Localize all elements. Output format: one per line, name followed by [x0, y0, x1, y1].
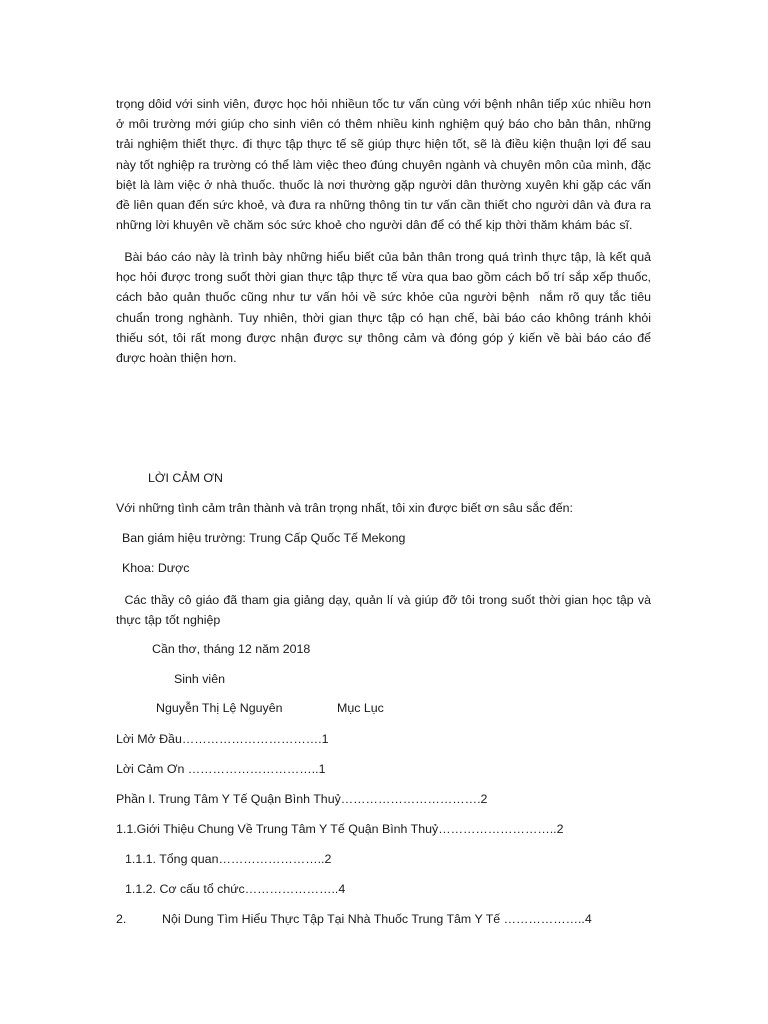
toc-entry: 1.1.2. Cơ cấu tổ chức…………………..4 [125, 882, 346, 896]
student-name: Nguyễn Thị Lệ Nguyên [156, 701, 283, 715]
intro-paragraph-1: trọng dôid với sinh viên, được học hỏi nhiềun tốc tư vấn cùng với bệnh nhân tiếp xúc nhiều hơn ở môi trường mới giúp cho sinh viên có thêm nhiều kinh nghiệm quý báo cho bản thân, những trải nghiệm thiết thực. đi thực tập thực tế sẽ giúp thực hiện tốt, sẽ là điều kiện thuận lợi để sau này tốt nghiệp ra trường có thể làm việc theo đúng chuyên ngành và chuyên môn của mình, đặc biệt là làm việc ở nhà thuốc. thuốc là nơi thường gặp người dân thường xuyên khi gặp các vấn đề liên quan đến sức khoẻ, và đưa ra những thông tin tư vấn cần thiết cho người dân và đưa ra những lời khuyên về chăm sóc sức khoẻ cho người dân để có thể kịp thời thăm khám bác sĩ. [116, 97, 651, 233]
place-date: Cần thơ, tháng 12 năm 2018 [152, 642, 311, 656]
toc-section-2-number: 2. [116, 912, 127, 926]
toc-entry: Lời Cảm Ơn …………………………..1 [116, 762, 326, 776]
toc-entry: 1.1.1. Tổng quan……………………..2 [125, 852, 332, 866]
acknowledgement-opening: Với những tình cảm trân thành và trân trọng nhất, tôi xin được biết ơn sâu sắc đến: [116, 501, 573, 515]
toc-entry: 1.1.Giới Thiệu Chung Về Trung Tâm Y Tế Quận Bình Thuỷ………………………..2 [116, 822, 564, 836]
toc-title: Mục Lục [337, 701, 384, 715]
intro-paragraph-2: Bài báo cáo này là trình bày những hiểu biết của bản thân trong quá trình thực tập, là kết quả học hỏi được trong suốt thời gian thực tập thực tế vừa qua bao gồm cách bố trí sắp xếp thuốc, cách bảo quản thuốc cũng như tư vấn hỏi về sức khỏe của người bệnh nắm rõ quy tắc tiêu chuẩn trong nghành. Tuy nhiên, thời gian thực tập có hạn chế, bài báo cáo không tránh khỏi thiếu sót, tôi rất mong được nhận được sự thông cảm và đóng góp ý kiến về bài báo cáo để được hoàn thiện hơn. [116, 250, 655, 366]
acknowledgement-heading: LỜI CẢM ƠN [148, 471, 223, 485]
teachers-paragraph: Các thầy cô giáo đã tham gia giảng dạy, quản lí và giúp đỡ tôi trong suốt thời gian học tập và thực tập tốt nghiệp [116, 593, 655, 628]
school-line: Ban giám hiệu trường: Trung Cấp Quốc Tế Mekong [122, 531, 406, 545]
toc-section-2-text: Nội Dung Tìm Hiểu Thực Tập Tại Nhà Thuốc Trung Tâm Y Tế ………………..4 [162, 912, 592, 926]
toc-entry: Phần I. Trung Tâm Y Tế Quận Bình Thuỷ…………………………….2 [116, 792, 488, 806]
student-role: Sinh viên [174, 672, 225, 686]
toc-entry: Lời Mở Đầu…………………………….1 [116, 732, 329, 746]
faculty-line: Khoa: Dược [122, 561, 190, 575]
